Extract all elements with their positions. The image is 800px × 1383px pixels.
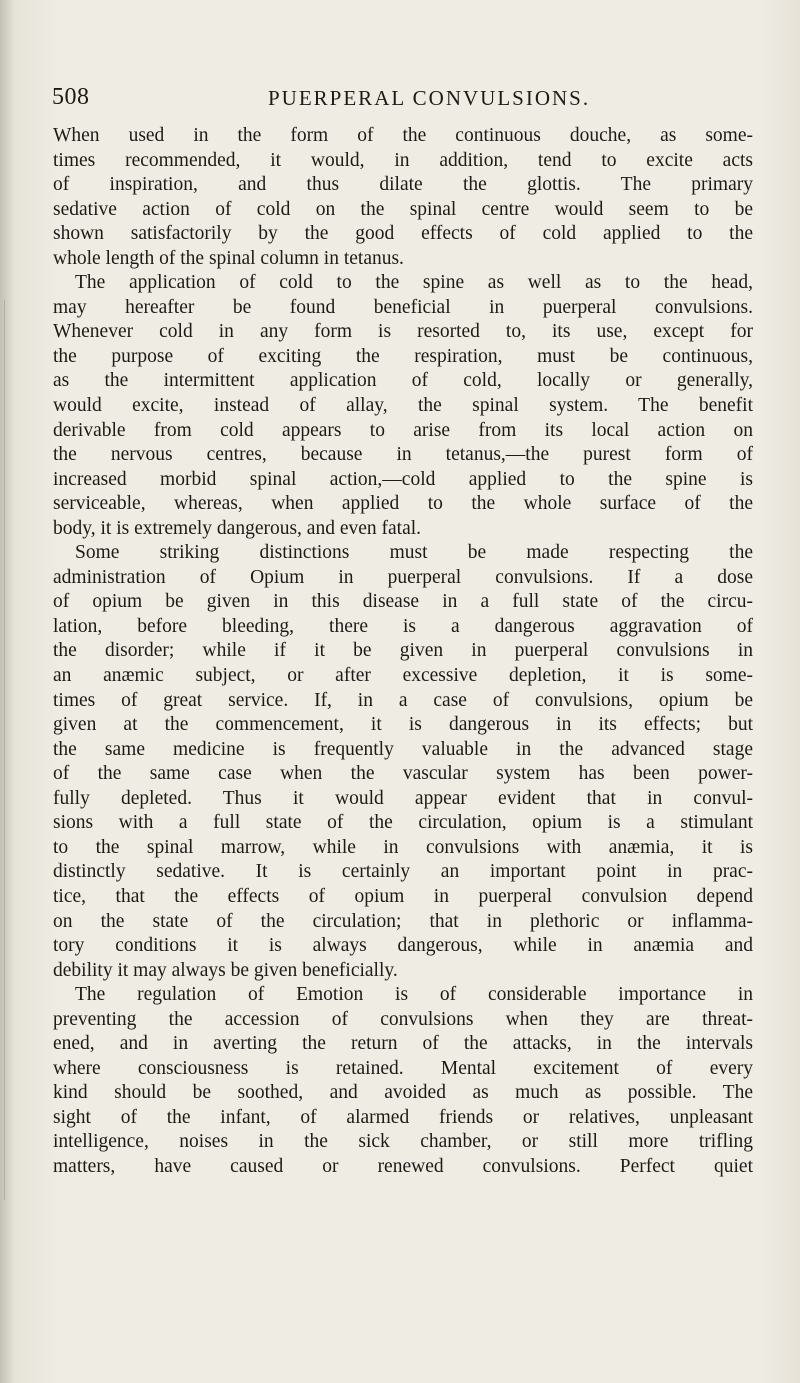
text-line: intelligence, noises in the sick chamber, or still more trifling [53, 1131, 753, 1153]
text-line: tory conditions it is always dangerous, while in anæmia and [53, 935, 753, 957]
text-line: as the intermittent application of cold, locally or generally, [53, 370, 753, 392]
body-text [53, 124, 753, 1180]
text-line: The regulation of Emotion is of considerable importance in [75, 984, 753, 1006]
text-line: lation, before bleeding, there is a dangerous aggravation of [53, 615, 753, 637]
text-line: The application of cold to the spine as well as to the head, [75, 272, 753, 294]
text-line: shown satisfactorily by the good effects of cold applied to the [53, 223, 753, 245]
text-line: the purpose of exciting the respiration, must be continuous, [53, 345, 753, 367]
text-line: kind should be soothed, and avoided as much as possible. The [53, 1082, 753, 1104]
page-header [52, 84, 752, 114]
text-line: matters, have caused or renewed convulsions. Perfect quiet [53, 1155, 753, 1177]
text-line: on the state of the circulation; that in plethoric or inflamma- [53, 910, 753, 932]
page-number: 508 [52, 84, 90, 110]
text-line: the nervous centres, because in tetanus,—the purest form of [53, 444, 753, 466]
text-line: to the spinal marrow, while in convulsions with anæmia, it is [53, 836, 753, 858]
text-line: ened, and in averting the return of the attacks, in the intervals [53, 1033, 753, 1055]
text-line: times of great service. If, in a case of convulsions, opium be [53, 689, 753, 711]
text-line: the disorder; while if it be given in puerperal convulsions in [53, 640, 753, 662]
text-line: increased morbid spinal action,—cold applied to the spine is [53, 468, 753, 490]
text-line: Some striking distinctions must be made respecting the [75, 542, 753, 564]
running-head: PUERPERAL CONVULSIONS. [268, 86, 591, 110]
text-line: distinctly sedative. It is certainly an important point in prac- [53, 861, 753, 883]
binding-shadow [0, 0, 14, 1383]
text-line: where consciousness is retained. Mental excitement of every [53, 1057, 753, 1079]
text-line: tice, that the effects of opium in puerperal convulsion depend [53, 885, 753, 907]
text-line: sions with a full state of the circulation, opium is a stimulant [53, 812, 753, 834]
text-line: the same medicine is frequently valuable in the advanced stage [53, 738, 753, 760]
text-line: would excite, instead of allay, the spinal system. The benefit [53, 395, 753, 417]
text-line: times recommended, it would, in addition, tend to excite acts [53, 149, 753, 171]
text-line: of inspiration, and thus dilate the glottis. The primary [53, 174, 753, 196]
text-line: preventing the accession of convulsions when they are threat- [53, 1008, 753, 1030]
text-line: Whenever cold in any form is resorted to, its use, except for [53, 321, 753, 343]
text-line: of opium be given in this disease in a full state of the circu- [53, 591, 753, 613]
text-line: administration of Opium in puerperal convulsions. If a dose [53, 566, 753, 588]
text-line: may hereafter be found beneficial in puerperal convulsions. [53, 296, 753, 318]
text-line: sedative action of cold on the spinal centre would seem to be [53, 198, 753, 220]
text-line: serviceable, whereas, when applied to the whole surface of the [53, 493, 753, 515]
text-line: When used in the form of the continuous douche, as some- [53, 125, 753, 146]
text-line: sight of the infant, of alarmed friends or relatives, unpleasant [53, 1106, 753, 1128]
text-line: given at the commencement, it is dangerous in its effects; but [53, 714, 753, 736]
text-line: whole length of the spinal column in tetanus. [53, 247, 404, 269]
text-line: of the same case when the vascular system has been power- [53, 763, 753, 785]
binding-edge [4, 300, 5, 1200]
text-line: debility it may always be given beneficially. [53, 959, 398, 981]
text-line: derivable from cold appears to arise from its local action on [53, 419, 753, 441]
text-line: fully depleted. Thus it would appear evident that in convul- [53, 787, 753, 809]
text-line: an anæmic subject, or after excessive depletion, it is some- [53, 665, 753, 687]
text-line: body, it is extremely dangerous, and even fatal. [53, 517, 422, 539]
